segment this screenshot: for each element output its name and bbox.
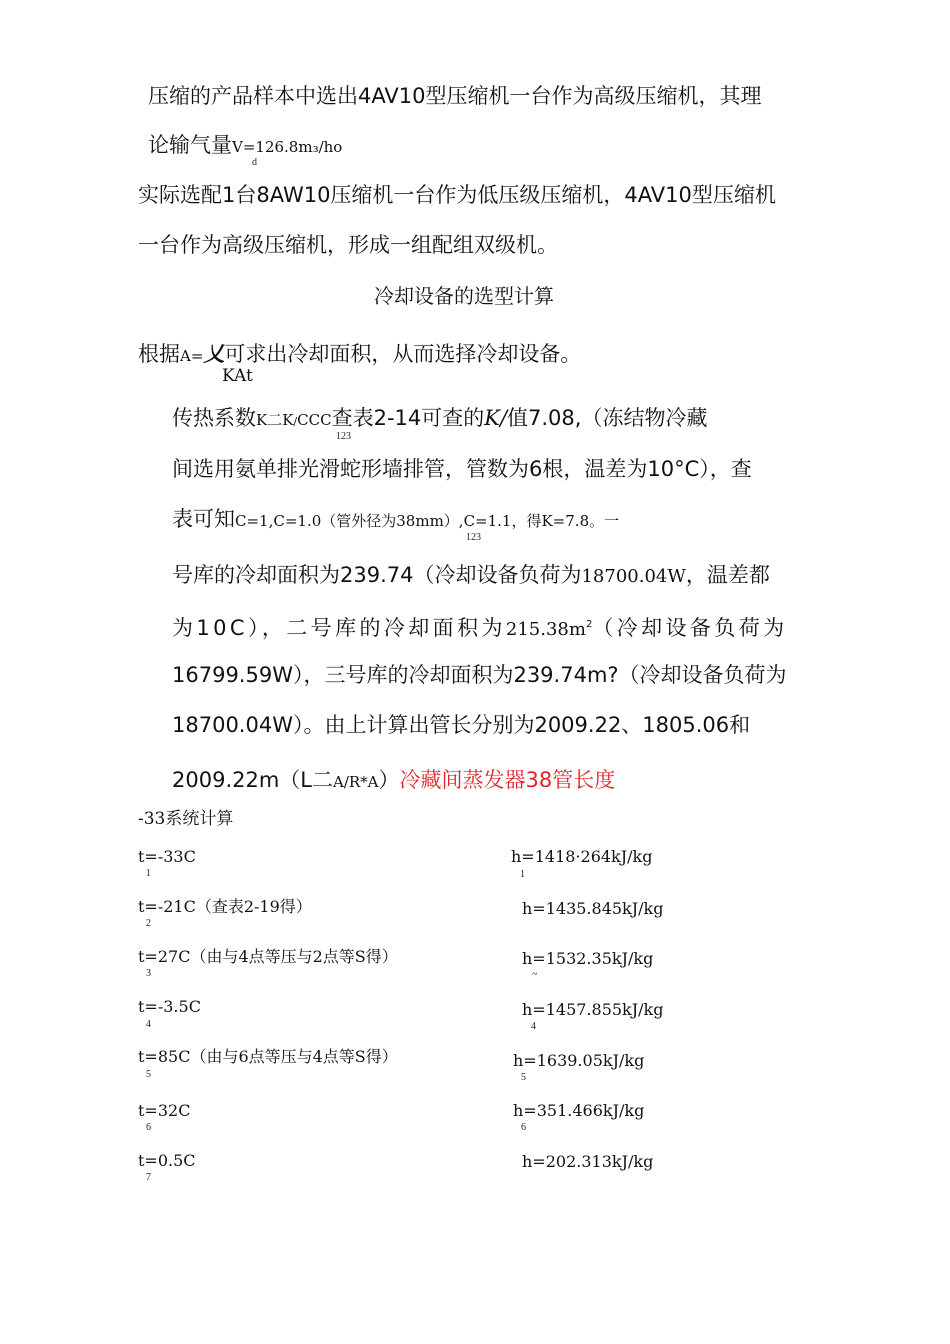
para3-denominator: KAt (222, 366, 253, 386)
t7-sub: 7 (146, 1172, 151, 1183)
t3-value: t=27C（由与4点等压与2点等S得） (138, 947, 398, 966)
para4-l8-b: ） (378, 768, 400, 792)
para4-l3-c2: C=1.0（管外径为38mm）, (273, 512, 464, 530)
t2-sub: 2 (146, 918, 151, 929)
system-calc-title: -33系统计算 (138, 809, 234, 829)
h2-value: h=1435.845kJ/kg (522, 899, 664, 918)
para4-l5-sup: 2 (585, 619, 593, 630)
para4-line6: 16799.59W），三号库的冷却面积为239.74m?（冷却设备负荷为 (172, 663, 787, 687)
para4-l3-c3: C=1.1，得K=7.8。一 (463, 512, 620, 530)
para4-l8-f: A/R*A (333, 773, 379, 791)
section-heading: 冷却设备的选型计算 (374, 284, 554, 308)
para4-l3-c1: C=1, (235, 512, 274, 530)
t5-sub: 5 (146, 1069, 151, 1080)
h6-value: h=351.466kJ/kg (513, 1101, 645, 1120)
para4-l1-ccc: CCC (297, 411, 332, 429)
t1-sub: 1 (146, 868, 151, 879)
para4-l1-k: K二K (256, 411, 294, 429)
para4-line4 (172, 561, 770, 591)
para4-line2: 间选用氨单排光滑蛇形墙排管，管数为6根，温差为10°C），查 (172, 457, 752, 481)
para4-l5-num: 215.38m (505, 619, 586, 640)
para1-line1: 压缩的产品样本中选出4AV10型压缩机一台作为高级压缩机，其理 (148, 84, 762, 108)
h7-value: h=202.313kJ/kg (522, 1152, 654, 1171)
para4-l1-a: 传热系数 (172, 406, 256, 430)
para4-l1-kk: K/ (484, 406, 508, 430)
para4-l1-b: 查表2-14可查的 (331, 406, 485, 430)
para4-l4-b: ，温差都 (685, 563, 770, 587)
para4-line3 (172, 505, 619, 535)
t6-sub: 6 (146, 1122, 151, 1133)
para4-l4-a: 号库的冷却面积为239.74（冷却设备负荷为 (172, 563, 582, 587)
para2-line2: 一台作为高级压缩机，形成一组配组双级机。 (138, 233, 558, 257)
h3-value: h=1532.35kJ/kg (522, 949, 654, 968)
para4-l3-a: 表可知 (172, 507, 235, 531)
para1-formula-sub: d (252, 157, 257, 168)
para4-l8-a: 2009.22m（L二 (172, 768, 333, 792)
t1-value: t=-33C (138, 847, 196, 866)
para3-post: 可求出冷却面积，从而选择冷却设备。 (224, 342, 582, 366)
para3-line (138, 340, 581, 370)
h1-value: h=1418·264kJ/kg (511, 847, 653, 866)
t3-sub: 3 (146, 968, 151, 979)
para4-l3-sub: 123 (466, 532, 481, 543)
para3-x: 乂 (203, 342, 225, 366)
para1-line2-pre: 论输气量 (148, 133, 232, 157)
h5-value: h=1639.05kJ/kg (513, 1051, 645, 1070)
t4-value: t=-3.5C (138, 997, 201, 1016)
para4-line8 (172, 766, 615, 796)
t5-value: t=85C（由与6点等压与4点等S得） (138, 1047, 398, 1066)
h5-sub: 5 (521, 1072, 526, 1083)
para1-line2 (148, 131, 342, 161)
para4-l1-c: 值7.08,（冻结物冷藏 (507, 406, 708, 430)
para1-formula: V=126.8m₃/ho (232, 138, 343, 156)
t2-value: t=-21C（查表2-19得） (138, 897, 312, 916)
t4-sub: 4 (146, 1019, 151, 1030)
h1-sub: 1 (520, 869, 525, 880)
para4-l5-a: 为10C），二号库的冷却面积为 (172, 616, 506, 640)
para4-l5-b: （冷却设备负荷为 (592, 616, 788, 640)
para4-line5 (172, 611, 788, 644)
h4-value: h=1457.855kJ/kg (522, 1000, 664, 1019)
para4-l1-sub: 123 (336, 431, 351, 442)
para3-formula: A= (180, 347, 204, 365)
para4-l8-red: 冷藏间蒸发器38管长度 (399, 768, 616, 792)
h3-sub: ~ (532, 969, 538, 980)
h4-sub: 4 (531, 1021, 536, 1032)
t6-value: t=32C (138, 1101, 191, 1120)
para4-line1 (172, 404, 707, 436)
h6-sub: 6 (521, 1122, 526, 1133)
para3-pre: 根据 (138, 342, 180, 366)
para4-l4-num: 18700.04W (581, 566, 686, 587)
para4-l1-sep: / (293, 415, 298, 428)
t7-value: t=0.5C (138, 1151, 196, 1170)
para2-line1: 实际选配1台8AW10压缩机一台作为低压级压缩机，4AV10型压缩机 (138, 183, 776, 207)
para4-line7: 18700.04W）。由上计算出管长分别为2009.22、1805.06和 (172, 713, 751, 737)
